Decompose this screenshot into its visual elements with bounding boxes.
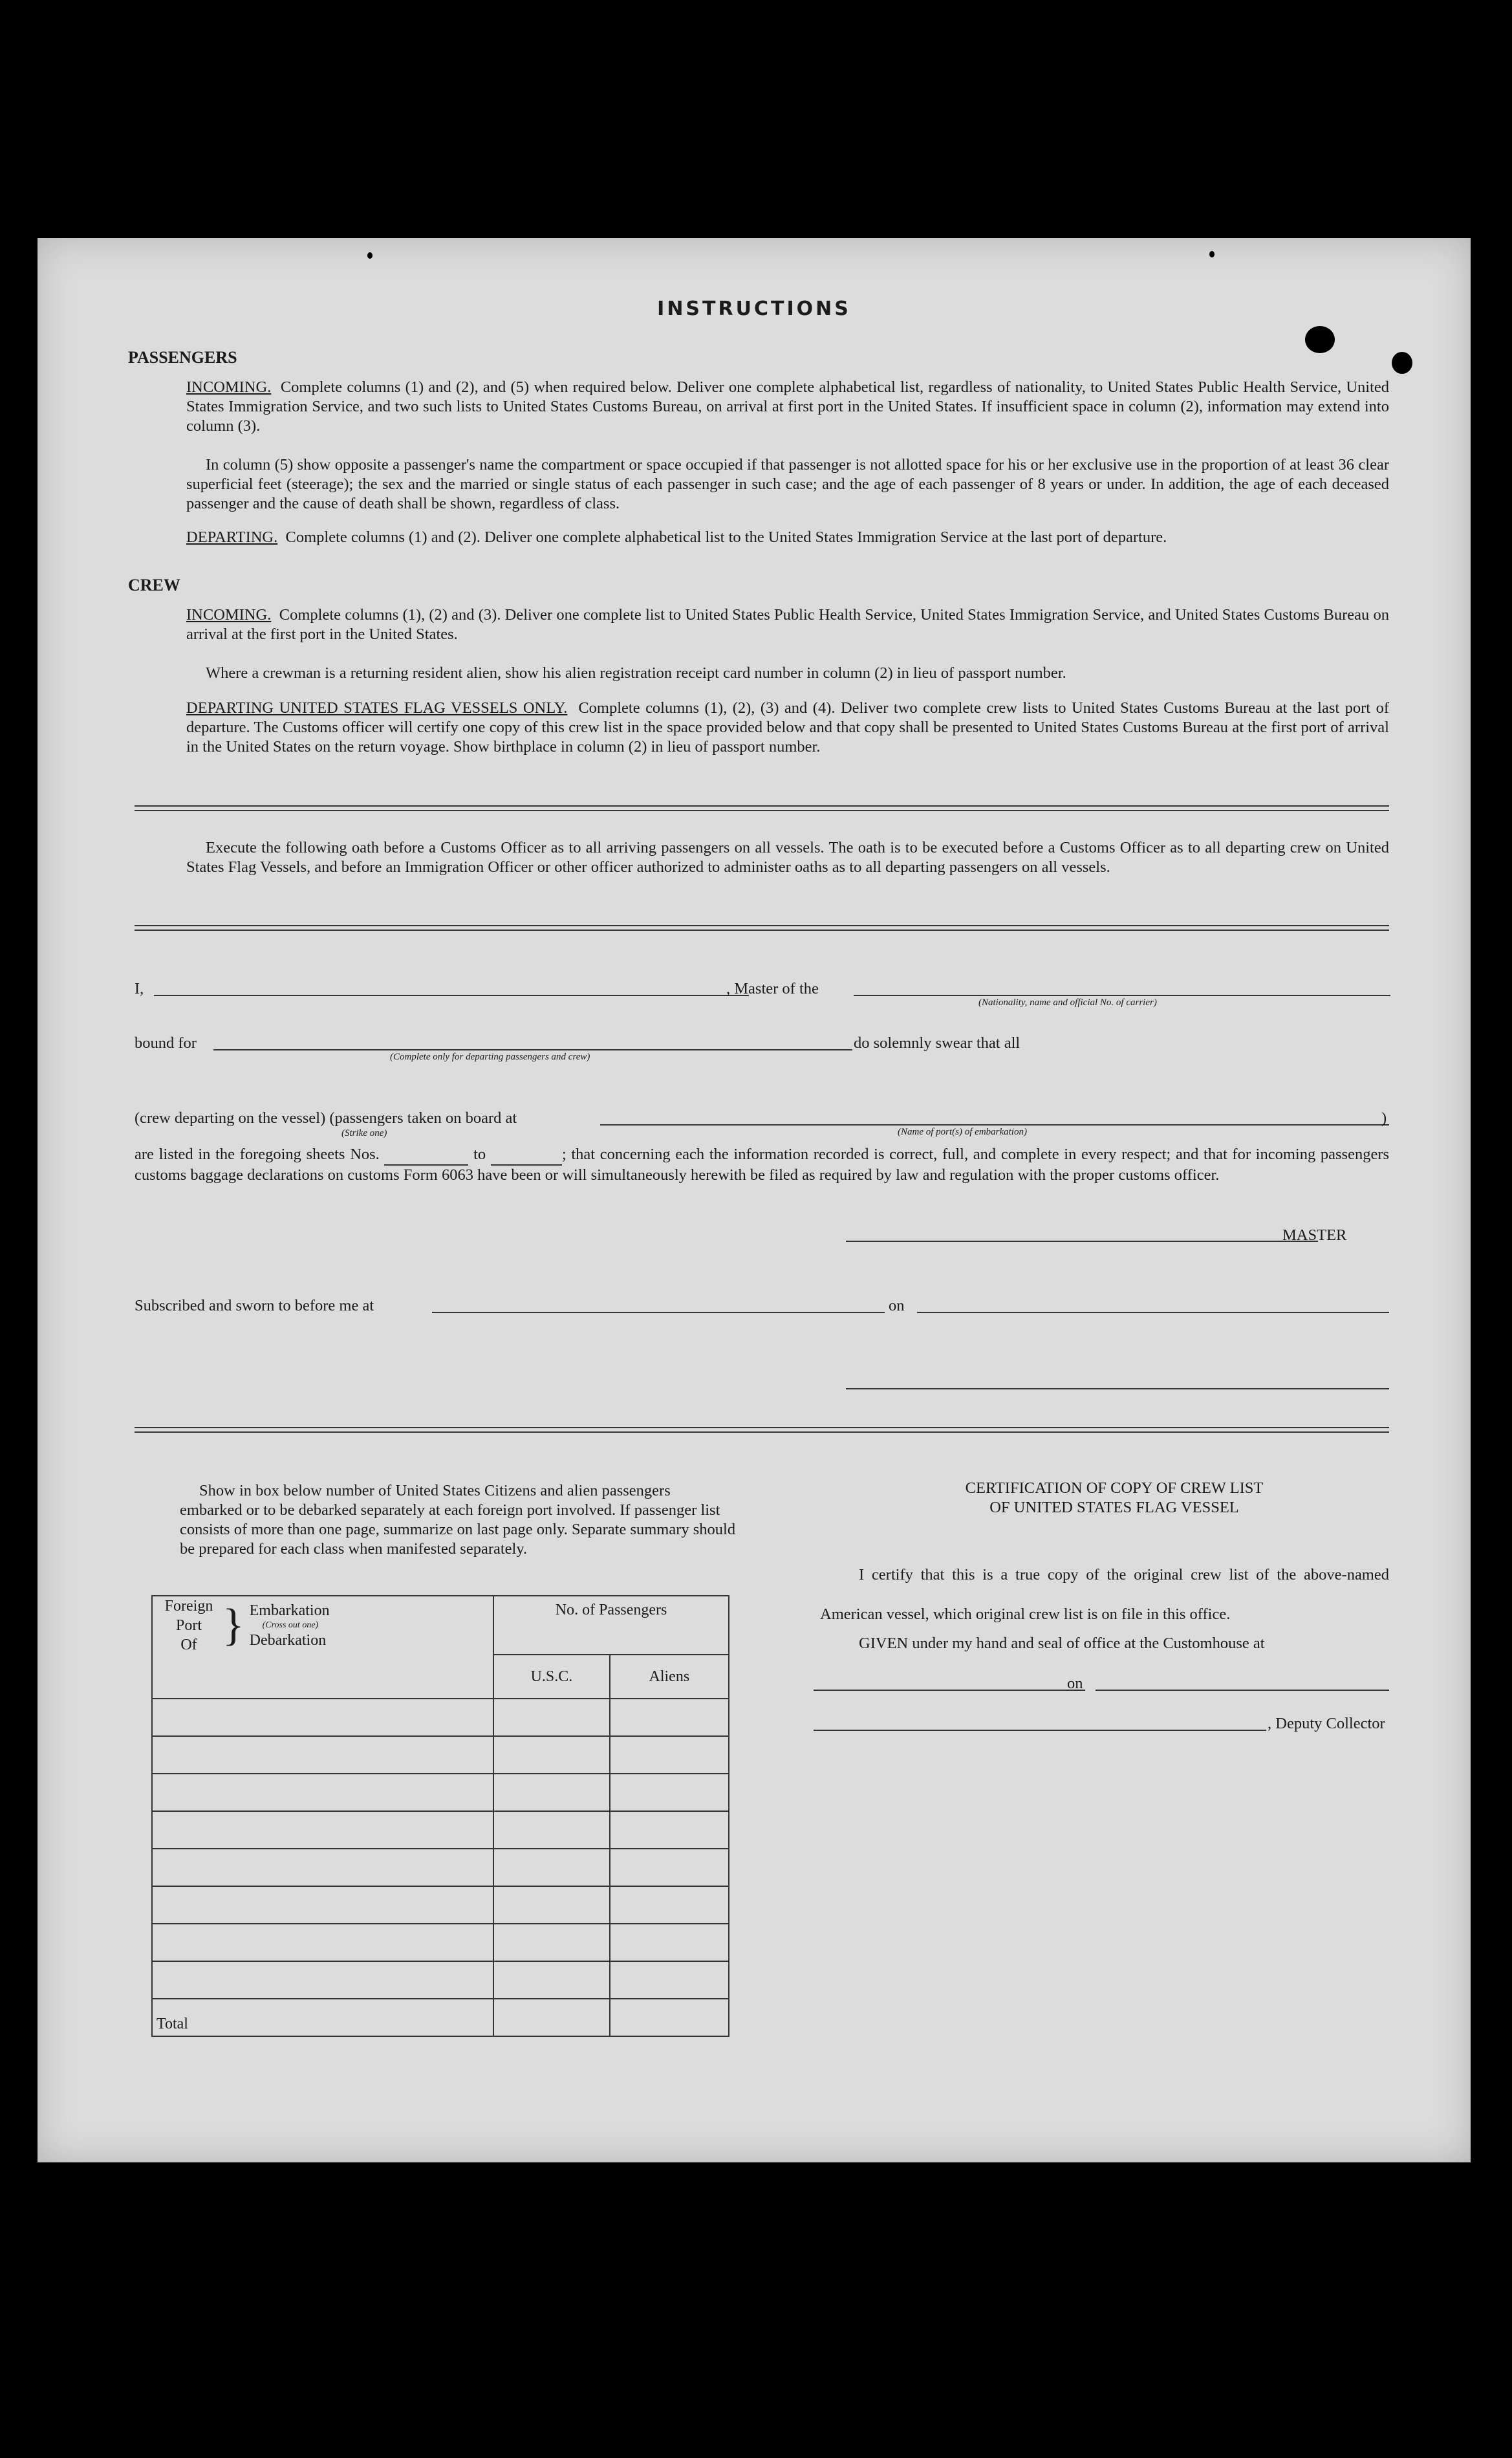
oath-listed-rest: ; that concerning each the information recorded is correct, full, and complete in every respect; and that for incoming passengers customs baggage declarations on customs Form 6063 have been or will simultaneously herewith be filed as required by law and regulation with the proper customs officer. — [135, 1146, 1390, 1184]
crew-returning: Where a crewman is a returning resident alien, show his alien registration receipt card number in column (2) in lieu of passport number. — [206, 664, 1066, 682]
ink-spot — [1305, 326, 1335, 353]
passengers-departing-label: DEPARTING. — [186, 528, 278, 546]
port-cell[interactable] — [152, 1849, 493, 1886]
oath-listed — [135, 1145, 1389, 1185]
customhouse-field[interactable] — [814, 1690, 1085, 1691]
aliens-cell[interactable] — [610, 1811, 729, 1849]
divider — [135, 805, 1389, 811]
usc-cell[interactable] — [493, 1811, 610, 1849]
port-label: Port — [175, 1617, 202, 1634]
crew-incoming — [186, 605, 1389, 644]
aliens-cell[interactable] — [610, 1774, 729, 1811]
aliens-cell[interactable] — [610, 1736, 729, 1774]
subscribed-date-field[interactable] — [917, 1312, 1389, 1313]
certification-text: I certify that this is a true copy of the original crew list of the above-named American vessel, which original crew list is on file in this office. — [820, 1566, 1389, 1623]
aliens-header: Aliens — [610, 1655, 729, 1699]
port-cell[interactable] — [152, 1886, 493, 1924]
usc-cell[interactable] — [493, 1736, 610, 1774]
aliens-cell[interactable] — [610, 1886, 729, 1924]
passengers-incoming-text: Complete columns (1) and (2), and (5) when required below. Deliver one complete alphabetical list, regardless of nationality, to United States Public Health Service, United States Immigration Service, and two such lists to United States Customs Bureau, on arrival at first port in the United States. If insufficient space in column (2), information may extend into column (3). — [186, 378, 1390, 435]
sheet-to-field[interactable] — [491, 1145, 562, 1166]
ink-spot — [367, 252, 373, 259]
total-aliens-cell[interactable] — [610, 1999, 729, 2036]
official-signature-field[interactable] — [846, 1388, 1389, 1389]
passengers-departing-text: Complete columns (1) and (2). Deliver one complete alphabetical list to the United States Immigration Service at the last port of departure. — [285, 528, 1167, 546]
oath-i-label: I, — [135, 980, 144, 997]
carrier-field[interactable] — [854, 995, 1390, 996]
oath-on: on — [889, 1297, 905, 1314]
certification-date-field[interactable] — [1096, 1690, 1389, 1691]
passengers-incoming-label: INCOMING. — [186, 378, 272, 396]
of-label: Of — [180, 1637, 197, 1653]
aliens-cell[interactable] — [610, 1849, 729, 1886]
port-cell[interactable] — [152, 1699, 493, 1736]
usc-header: U.S.C. — [493, 1655, 610, 1699]
oath-master-of: , Master of the — [726, 980, 819, 997]
passengers-departing — [186, 528, 1389, 547]
master-name-field[interactable] — [154, 995, 749, 996]
oath-bound-for: bound for — [135, 1034, 197, 1052]
oath-crew-departing: (crew departing on the vessel) (passengers taken on board at — [135, 1109, 517, 1127]
oath-intro: Execute the following oath before a Customs Officer as to all arriving passengers on all vessels. The oath is to be executed before a Customs Officer as to all departing crew on United States Flag Vessels, and before an Immigration Officer or other officer authorized to administer oaths as to all departing passengers on all vessels. — [186, 839, 1389, 876]
port-cell[interactable] — [152, 1774, 493, 1811]
certification-heading-2: OF UNITED STATES FLAG VESSEL — [989, 1499, 1239, 1516]
document-sheet — [38, 238, 1471, 2162]
usc-cell[interactable] — [493, 1774, 610, 1811]
passengers-column5: In column (5) show opposite a passenger's name the compartment or space occupied if that passenger is not allotted space for his or her exclusive use in the proportion of at least 36 clear superficial feet (steerage); the sex and the married or single status of each passenger in such case; and the age of each passenger of 8 years or under. In addition, the age of each deceased passenger and the cause of death shall be shown, regardless of class. — [186, 456, 1389, 512]
subscribed-place-field[interactable] — [432, 1312, 885, 1313]
aliens-cell[interactable] — [610, 1961, 729, 1999]
certification-given: GIVEN under my hand and seal of office at the Customhouse at — [859, 1635, 1265, 1652]
port-cell[interactable] — [152, 1736, 493, 1774]
usc-cell[interactable] — [493, 1886, 610, 1924]
crew-flag-label: DEPARTING UNITED STATES FLAG VESSELS ONLY. — [186, 699, 568, 717]
deputy-signature-field[interactable] — [814, 1730, 1266, 1731]
deputy-collector-label: , Deputy Collector — [1268, 1715, 1385, 1732]
cross-out-note: (Cross out one) — [262, 1620, 319, 1630]
summary-instructions: Show in box below number of United States Citizens and alien passengers embarked or to be debarked separately at each foreign port involved. If passenger list consists of more than one page, summarize on last page only. Separate summary should be prepared for each class when manifested separately. — [180, 1482, 736, 1558]
bound-for-field[interactable] — [213, 1049, 852, 1050]
ports-note: (Name of port(s) of embarkation) — [898, 1127, 1027, 1137]
strike-one-note: (Strike one) — [341, 1128, 387, 1138]
master-signature-field[interactable] — [846, 1241, 1318, 1242]
aliens-cell[interactable] — [610, 1699, 729, 1736]
oath-listed-text: are listed in the foregoing sheets Nos. — [135, 1146, 380, 1163]
oath-swear: do solemnly swear that all — [854, 1034, 1021, 1052]
total-label: Total — [152, 1999, 493, 2036]
divider — [135, 925, 1389, 931]
debarkation-label: Debarkation — [249, 1632, 327, 1649]
nationality-note: (Nationality, name and official No. of carrier) — [978, 997, 1157, 1008]
crew-flag — [186, 699, 1389, 757]
certification-on: on — [1067, 1675, 1083, 1692]
brace: } — [222, 1600, 244, 1650]
port-header-cont — [152, 1655, 493, 1699]
usc-cell[interactable] — [493, 1924, 610, 1961]
crew-flag-text: Complete columns (1), (2), (3) and (4). Deliver two complete crew lists to United States Customs Bureau at the last port of departure. The Customs officer will certify one copy of this crew list in the space provided below and that copy shall be presented to United States Customs Bureau at the first port of arrival in the United States on the return voyage. Show birthplace in column (2) in lieu of passport number. — [186, 699, 1389, 756]
port-cell[interactable] — [152, 1924, 493, 1961]
oath-subscribed: Subscribed and sworn to before me at — [135, 1297, 374, 1314]
sheet-from-field[interactable] — [384, 1145, 468, 1166]
certification-heading-1: CERTIFICATION OF COPY OF CREW LIST — [965, 1479, 1264, 1497]
port-cell[interactable] — [152, 1961, 493, 1999]
no-passengers-header: No. of Passengers — [493, 1596, 729, 1655]
aliens-cell[interactable] — [610, 1924, 729, 1961]
embarkation-ports-field[interactable] — [600, 1124, 1389, 1126]
usc-cell[interactable] — [493, 1961, 610, 1999]
ink-spot — [1392, 352, 1412, 374]
usc-cell[interactable] — [493, 1849, 610, 1886]
crew-heading: CREW — [128, 576, 180, 594]
page-title: INSTRUCTIONS — [657, 298, 851, 320]
ink-spot — [1209, 251, 1215, 257]
passengers-heading: PASSENGERS — [128, 348, 237, 367]
foreign-label: Foreign — [164, 1598, 213, 1615]
departing-note: (Complete only for departing passengers and crew) — [390, 1052, 590, 1062]
passengers-incoming — [186, 378, 1389, 436]
port-header — [152, 1596, 493, 1655]
crew-incoming-label: INCOMING. — [186, 606, 272, 624]
passenger-summary-table — [151, 1595, 729, 2037]
port-cell[interactable] — [152, 1811, 493, 1849]
crew-incoming-text: Complete columns (1), (2) and (3). Deliver one complete list to United States Public Health Service, United States Immigration Service, and United States Customs Bureau on arrival at the first port in the United States. — [186, 606, 1389, 643]
embarkation-label: Embarkation — [249, 1602, 330, 1619]
divider — [135, 1427, 1389, 1433]
master-label: MASTER — [1282, 1226, 1347, 1244]
total-usc-cell[interactable] — [493, 1999, 610, 2036]
usc-cell[interactable] — [493, 1699, 610, 1736]
oath-to: to — [473, 1146, 486, 1163]
closing-paren: ) — [1381, 1109, 1387, 1127]
